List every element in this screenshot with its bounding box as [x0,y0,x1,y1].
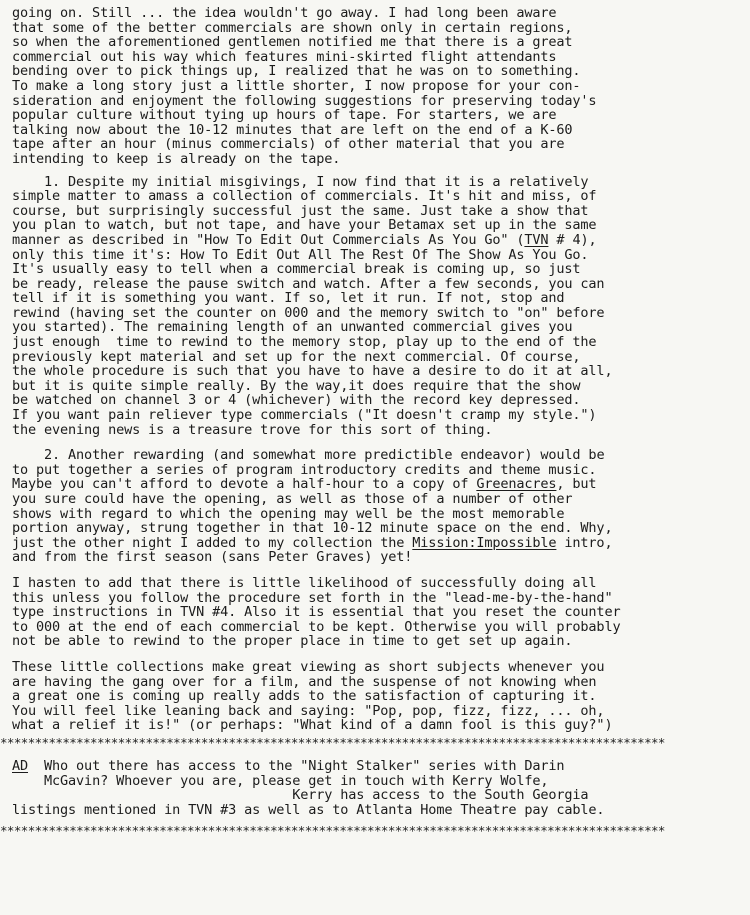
asterisk-separator: ************************************************************************************************ [0,736,665,749]
asterisk-separator-bottom: ************************************************************************************************ [0,825,665,838]
text-line: It's usually easy to tell when a commercial break is coming up, so just [12,261,581,278]
text-fragment: , but [556,476,597,493]
text-line: to 000 at the end of each commercial to be kept. Otherwise you will probably [12,618,621,635]
text-line: simple matter to amass a collection of commercials. It's hit and miss, of [12,188,597,205]
text-line: tell if it is something you want. If so, let it run. If not, stop and [12,290,565,307]
text-line: sideration and enjoyment the following suggestions for preserving today's [12,92,597,109]
text-line: going on. Still ... the idea wouldn't go away. I had long been aware [12,5,557,21]
ad-label: AD [12,757,29,774]
text-line [12,233,738,248]
text-line: Kerry has access to the South Georgia [12,787,589,804]
text-line: portion anyway, strung together in that 10-12 minute space on the end. Why, [12,520,613,537]
text-fragment: just the other night I added to my collection the [12,534,413,551]
text-line: popular culture without tying up hours of tape. For starters, we are [12,107,557,124]
text-line: commercial out his way which features mini-skirted flight attendants [12,48,557,65]
show-title-greenacres: Greenacres [476,476,557,493]
text-line [12,477,738,492]
text-line: this unless you follow the procedure set forth in the "lead-me-by-the-hand" [12,589,613,606]
text-line: tape after an hour (minus commercials) of other material that you are [12,136,565,153]
text-line: so when the aforementioned gentlemen notified me that there is a great [12,34,573,51]
text-line: what a relief it is!" (or perhaps: "What kind of a damn fool is this guy?") [12,717,613,734]
text-line: not be able to rewind to the proper place in time to get set up again. [12,633,573,650]
text-line: are having the gang over for a film, and the suspense of not knowing when [12,673,597,690]
hasten-paragraph [12,576,738,649]
text-line: You will feel like leaning back and saying: "Pop, pop, fizz, fizz, ... oh, [12,702,605,719]
text-line: 1. Despite my initial misgivings, I now find that it is a relatively [12,173,589,190]
tvn-reference: TVN [524,231,549,248]
text-line: course, but surprisingly successful just the same. Just take a show that [12,202,589,219]
text-line: the evening news is a treasure trove for this sort of thing. [12,421,493,438]
text-line: These little collections make great viewing as short subjects whenever you [12,658,605,675]
ad-notice [12,759,738,817]
text-line: to put together a series of program introductory credits and theme music. [12,461,597,478]
text-line: 2. Another rewarding (and somewhat more predictible endeavor) would be [12,447,605,464]
text-line: only this time it's: How To Edit Out All The Rest Of The Show As You Go. [12,246,589,263]
text-line: that some of the better commercials are shown only in certain regions, [12,19,573,36]
text-line: intending to keep is already on the tape. [12,150,341,167]
text-line: be ready, release the pause switch and watch. After a few seconds, you can [12,275,605,292]
text-line: type instructions in TVN #4. Also it is essential that you reset the counter [12,604,621,621]
text-line: just enough time to rewind to the memory stop, play up to the end of the [12,334,597,351]
text-line: you sure could have the opening, as well as those of a number of other [12,491,573,507]
text-line: listings mentioned in TVN #3 as well as to Atlanta Home Theatre pay cable. [12,801,605,818]
text-line: but it is quite simple really. By the way,it does require that the show [12,377,581,394]
text-line: talking now about the 10-12 minutes that are left on the end of a K-60 [12,121,573,138]
text-line: bending over to pick things up, I realized that he was on to something. [12,63,581,80]
text-line: McGavin? Whoever you are, please get in touch with Kerry Wolfe, [12,772,549,789]
text-line: To make a long story just a little shorter, I now propose for your con- [12,77,581,94]
intro-paragraph [12,6,738,167]
text-fragment: Maybe you can't afford to devote a half-hour to a copy of [12,476,477,493]
text-line: you plan to watch, but not tape, and have your Betamax set up in the same [12,217,597,234]
text-line: the whole procedure is such that you have to have a desire to do it at all, [12,363,613,380]
item-1-paragraph [12,175,738,438]
item-2-paragraph [12,448,738,565]
text-line: you started). The remaining length of an unwanted commercial gives you [12,319,573,336]
text-fragment: manner as described in "How To Edit Out Commercials As You Go" ( [12,231,525,248]
text-line: a great one is coming up really adds to the satisfaction of capturing it. [12,688,597,705]
text-line [12,759,738,774]
text-line: and from the first season (sans Peter Graves) yet! [12,549,413,566]
closing-paragraph [12,660,738,733]
show-title-mission-impossible: Mission:Impossible [412,534,557,551]
text-fragment: Who out there has access to the "Night Stalker" series with Darin [28,757,565,774]
text-line: shows with regard to which the opening may well be the most memorable [12,505,565,522]
text-line: rewind (having set the counter on 000 and the memory switch to "on" before [12,304,605,321]
text-fragment: # 4), [548,231,597,248]
text-line: I hasten to add that there is little likelihood of successfully doing all [12,574,597,591]
text-line [12,536,738,551]
text-line: be watched on channel 3 or 4 (whichever) with the record key depressed. [12,392,581,409]
text-line: previously kept material and set up for the next commercial. Of course, [12,348,581,365]
text-fragment: intro, [556,534,613,551]
text-line: If you want pain reliever type commercials ("It doesn't cramp my style.") [12,407,597,424]
